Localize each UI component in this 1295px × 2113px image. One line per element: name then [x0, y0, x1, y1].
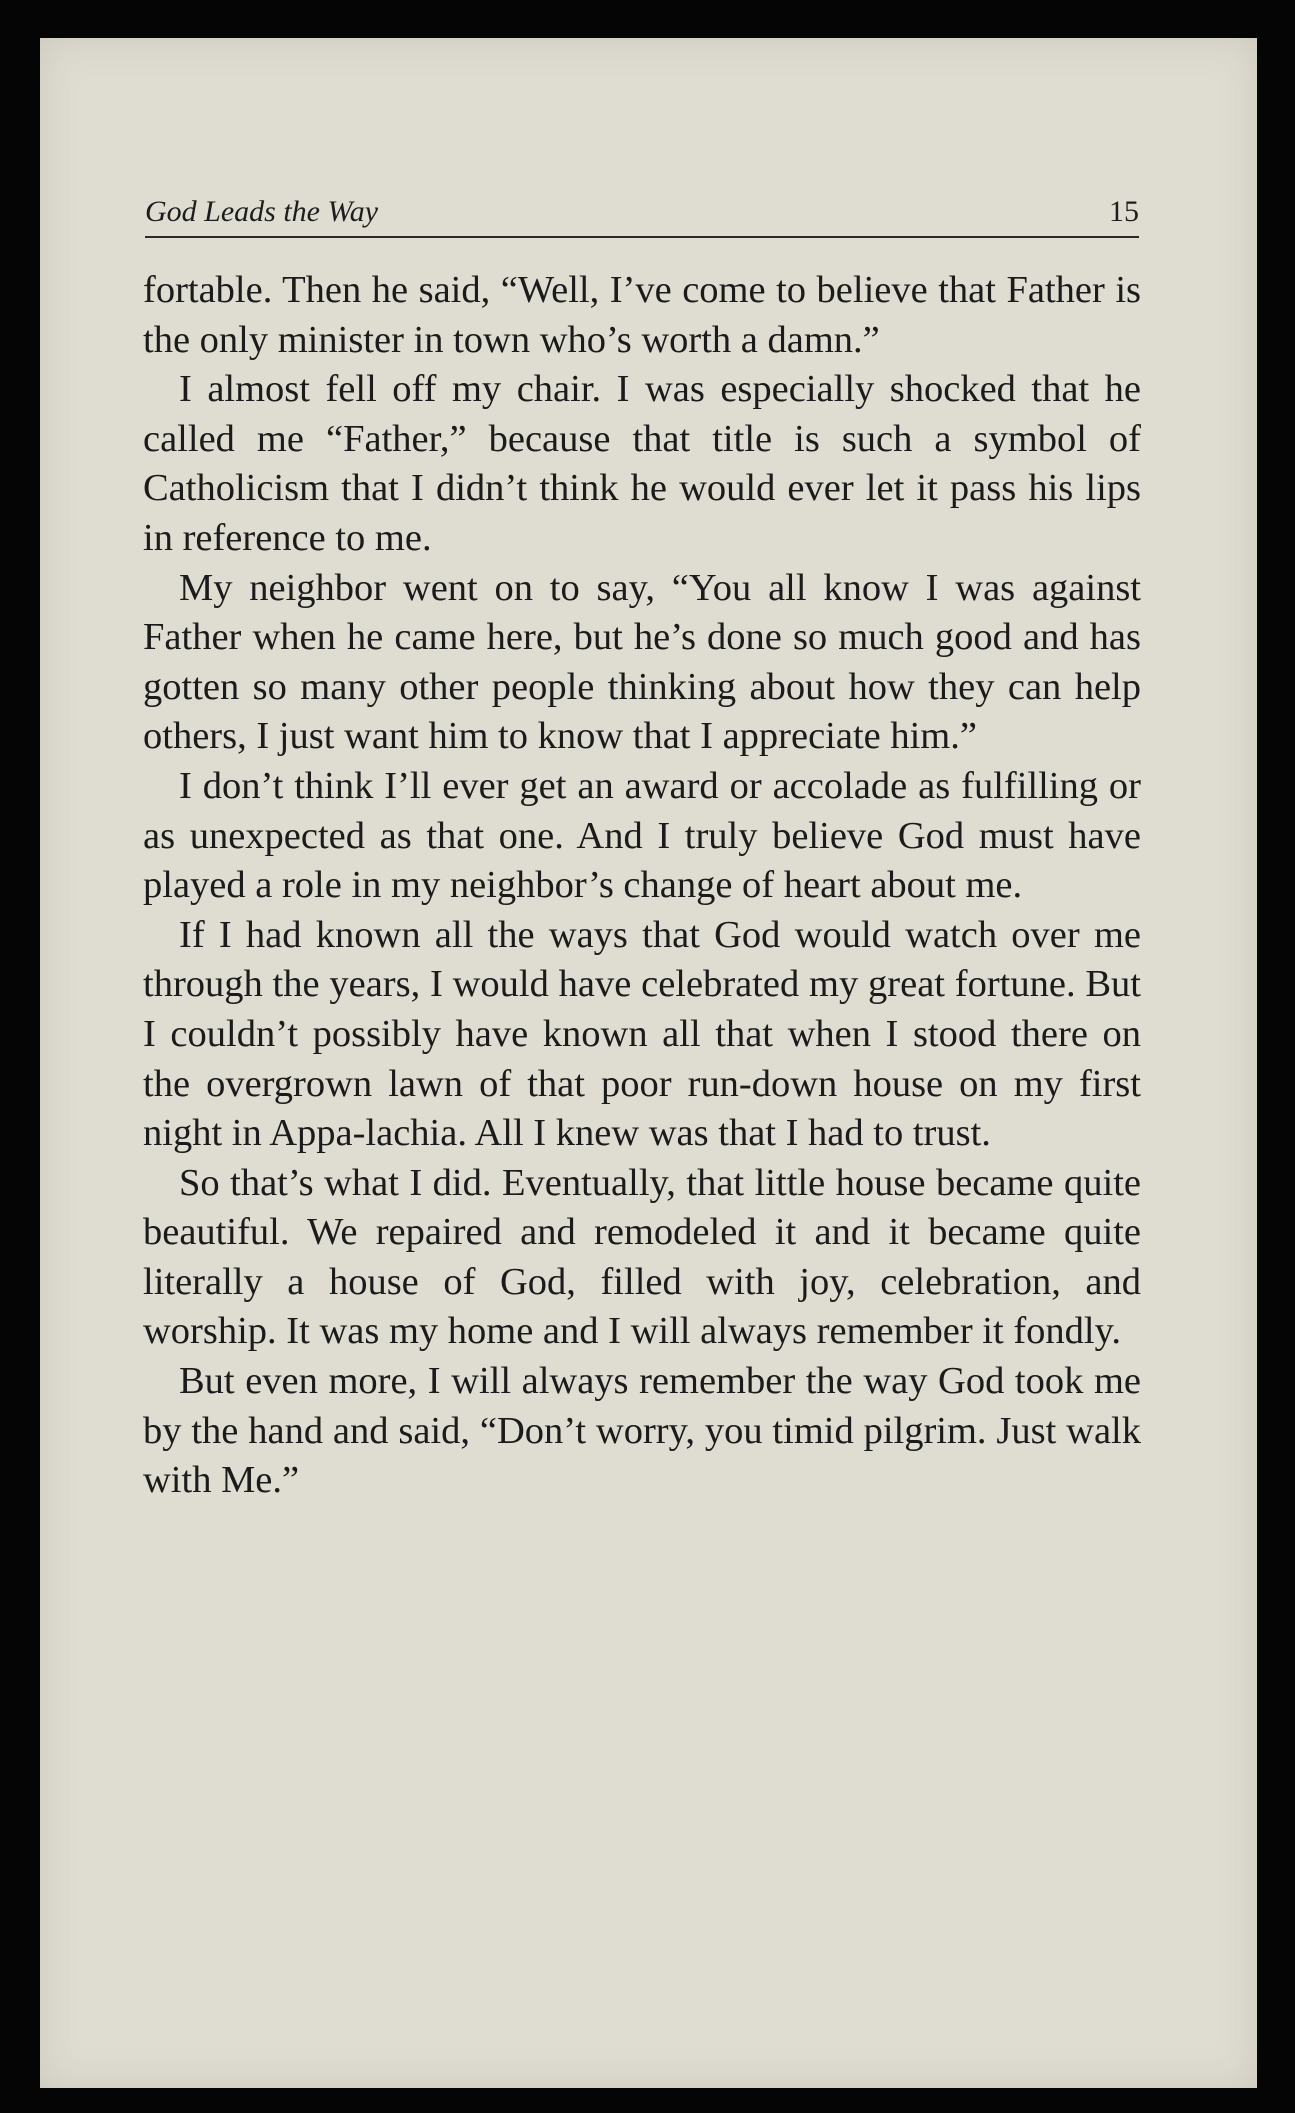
running-head [145, 192, 1139, 238]
paragraph-5: If I had known all the ways that God would watch over me through the years, I would have celebrated my great fortune. But I couldn’t possibly have known all that when I stood there on the overgrown lawn of that poor run-down house on my first night in Appa-lachia. All I knew was that I had to trust. [143, 913, 1141, 1155]
paragraph-2: I almost fell off my chair. I was especially shocked that he called me “Father,” because that title is such a symbol of Catholicism that I didn’t think he would ever let it pass his lips in reference to me. [143, 368, 1141, 559]
paragraph-1: fortable. Then he said, “Well, I’ve come to believe that Father is the only minister in town who’s worth a damn.” [143, 269, 1141, 361]
running-head-title: God Leads the Way [145, 195, 379, 228]
paragraph-7: But even more, I will always remember the way God took me by the hand and said, “Don’t worry, you timid pilgrim. Just walk with Me.” [143, 1360, 1141, 1502]
paragraph-3: My neighbor went on to say, “You all know I was against Father when he came here, but he’s done so much good and has gotten so many other people thinking about how they can help others, I just want him to know that I appreciate him.” [143, 566, 1141, 758]
page-number: 15 [1109, 195, 1139, 228]
paragraph-4: I don’t think I’ll ever get an award or accolade as fulfilling or as unexpected as that one. And I truly believe God must have played a role in my neighbor’s change of heart about me. [143, 764, 1141, 907]
body-text [143, 266, 1141, 1506]
paragraph-6: So that’s what I did. Eventually, that little house became quite beautiful. We repaired and remodeled it and it became quite literally a house of God, filled with joy, celebration, and worship. It was my home and I will always remember it fondly. [143, 1161, 1141, 1353]
